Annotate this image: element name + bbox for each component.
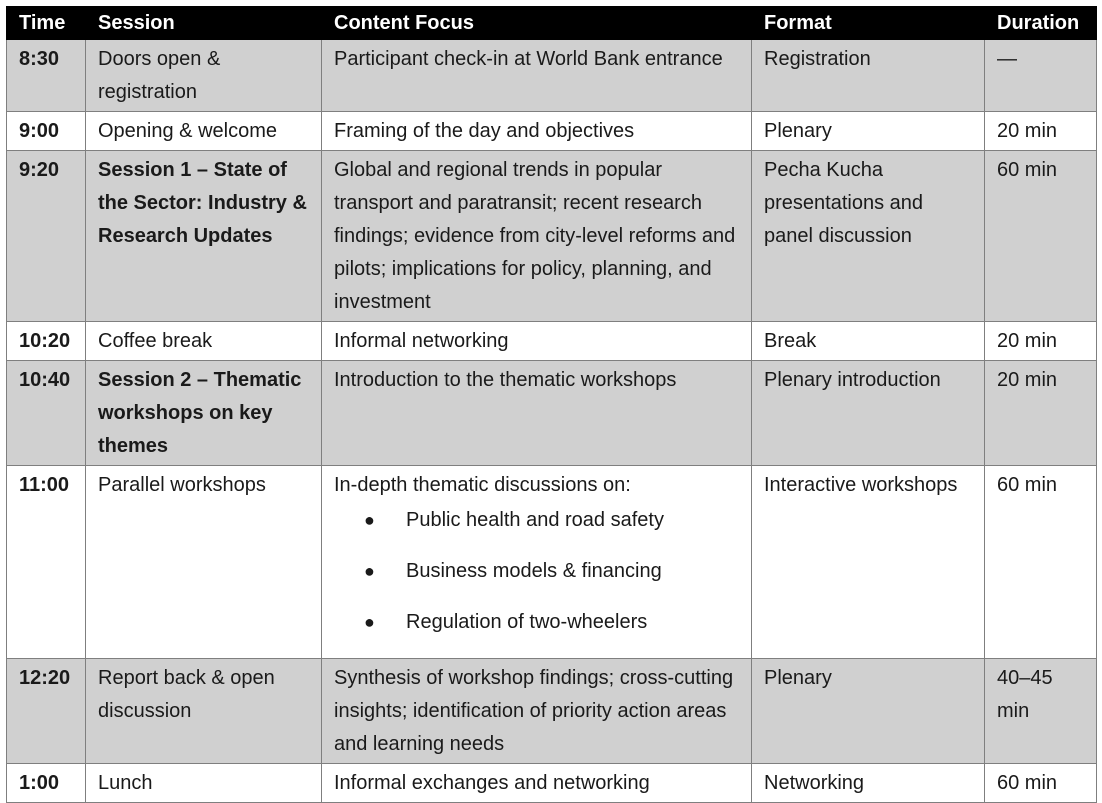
list-item xyxy=(334,504,739,537)
session-cell: Session 1 – State of the Sector: Industry & Research Updates xyxy=(86,151,322,322)
session-cell: Lunch xyxy=(86,764,322,803)
agenda-document xyxy=(6,6,1097,803)
session-cell: Opening & welcome xyxy=(86,112,322,151)
bullet-icon: ● xyxy=(364,561,375,581)
format-cell: Networking xyxy=(752,764,985,803)
bullet-icon: ● xyxy=(364,510,375,530)
table-row xyxy=(7,764,1097,803)
session-cell: Session 2 – Thematic workshops on key themes xyxy=(86,361,322,466)
content-cell xyxy=(322,466,752,659)
time-cell: 9:00 xyxy=(7,112,86,151)
time-cell: 1:00 xyxy=(7,764,86,803)
time-cell: 11:00 xyxy=(7,466,86,659)
table-row xyxy=(7,322,1097,361)
header-time: Time xyxy=(7,7,86,40)
list-item xyxy=(334,555,739,588)
content-cell: Introduction to the thematic workshops xyxy=(322,361,752,466)
list-item-label: Business models & financing xyxy=(406,560,662,582)
duration-cell: 40–45 min xyxy=(985,659,1097,764)
time-cell: 10:40 xyxy=(7,361,86,466)
agenda-table xyxy=(6,6,1097,803)
list-item-label: Regulation of two-wheelers xyxy=(406,611,648,633)
time-cell: 9:20 xyxy=(7,151,86,322)
header-duration: Duration xyxy=(985,7,1097,40)
header-session: Session xyxy=(86,7,322,40)
content-cell: Framing of the day and objectives xyxy=(322,112,752,151)
duration-cell: 60 min xyxy=(985,764,1097,803)
duration-cell: — xyxy=(985,40,1097,112)
format-cell: Pecha Kucha presentations and panel discussion xyxy=(752,151,985,322)
table-row xyxy=(7,112,1097,151)
table-row xyxy=(7,40,1097,112)
duration-cell: 20 min xyxy=(985,322,1097,361)
content-cell: Informal exchanges and networking xyxy=(322,764,752,803)
duration-cell: 20 min xyxy=(985,361,1097,466)
content-cell: Global and regional trends in popular transport and paratransit; recent research findings; evidence from city-level reforms and pilots; implications for policy, planning, and investment xyxy=(322,151,752,322)
bullet-icon: ● xyxy=(364,612,375,632)
table-row xyxy=(7,151,1097,322)
content-cell: Synthesis of workshop findings; cross-cutting insights; identification of priority action areas and learning needs xyxy=(322,659,752,764)
format-cell: Plenary xyxy=(752,659,985,764)
time-cell: 10:20 xyxy=(7,322,86,361)
table-row xyxy=(7,659,1097,764)
format-cell: Plenary xyxy=(752,112,985,151)
duration-cell: 60 min xyxy=(985,466,1097,659)
content-cell: Informal networking xyxy=(322,322,752,361)
list-item-label: Public health and road safety xyxy=(406,509,664,531)
format-cell: Registration xyxy=(752,40,985,112)
content-cell: Participant check-in at World Bank entrance xyxy=(322,40,752,112)
format-cell: Interactive workshops xyxy=(752,466,985,659)
format-cell: Break xyxy=(752,322,985,361)
workshop-list xyxy=(334,504,739,639)
duration-cell: 60 min xyxy=(985,151,1097,322)
table-row xyxy=(7,361,1097,466)
format-cell: Plenary introduction xyxy=(752,361,985,466)
header-row xyxy=(7,7,1097,40)
header-content-focus: Content Focus xyxy=(322,7,752,40)
content-intro: In-depth thematic discussions on: xyxy=(334,474,631,496)
list-item xyxy=(334,606,739,639)
table-row xyxy=(7,466,1097,659)
session-cell: Parallel workshops xyxy=(86,466,322,659)
session-cell: Report back & open discussion xyxy=(86,659,322,764)
time-cell: 8:30 xyxy=(7,40,86,112)
time-cell: 12:20 xyxy=(7,659,86,764)
header-format: Format xyxy=(752,7,985,40)
duration-cell: 20 min xyxy=(985,112,1097,151)
session-cell: Doors open & registration xyxy=(86,40,322,112)
session-cell: Coffee break xyxy=(86,322,322,361)
